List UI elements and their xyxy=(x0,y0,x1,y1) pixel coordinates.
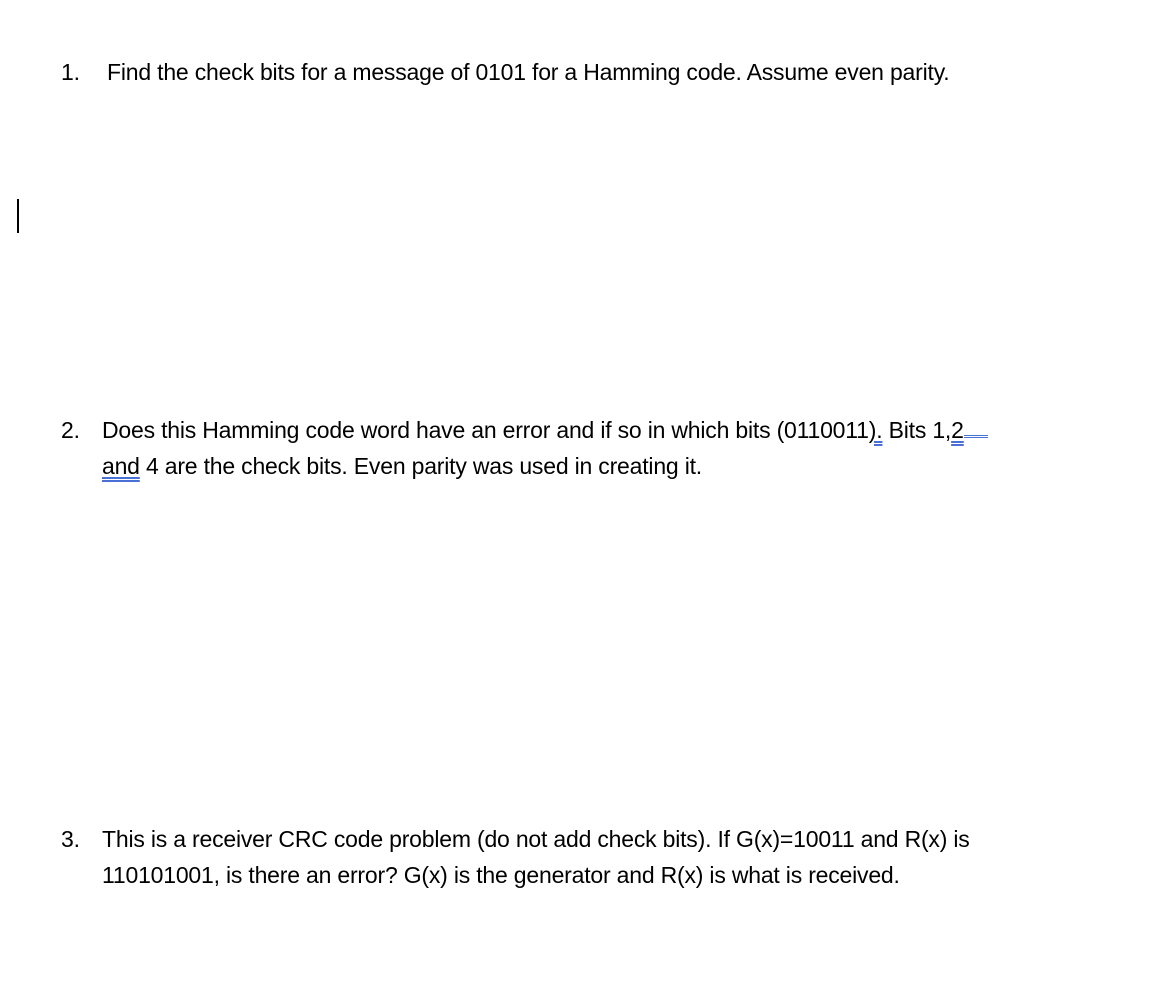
question-1-number: 1. xyxy=(61,59,80,85)
question-3-number: 3. xyxy=(61,826,80,852)
question-2-line2-part-b: 4 are the check bits. Even parity was used in creating it. xyxy=(139,453,702,479)
question-2-grammar-flag-1[interactable]: ). xyxy=(868,417,883,443)
question-2-grammar-flag-2[interactable]: 2 xyxy=(951,417,964,443)
question-1-text: Find the check bits for a message of 0101 for a Hamming code. Assume even parity. xyxy=(107,59,950,85)
question-2-line1-part-a: Does this Hamming code word have an error and if so in which bits (0110011 xyxy=(102,417,869,443)
question-2-grammar-flag-gap[interactable] xyxy=(964,413,988,438)
text-cursor xyxy=(17,199,19,233)
question-3-line2: 110101001, is there an error? G(x) is the generator and R(x) is what is received. xyxy=(102,862,900,888)
question-2-grammar-flag-3[interactable]: and xyxy=(102,453,140,479)
question-2 xyxy=(61,412,1121,484)
question-2-number: 2. xyxy=(61,417,80,443)
question-2-line1-part-c: Bits 1, xyxy=(882,417,952,443)
question-1 xyxy=(61,54,1121,90)
question-3 xyxy=(61,821,1121,893)
question-3-line1: This is a receiver CRC code problem (do not add check bits). If G(x)=10011 and R(x) is xyxy=(102,826,970,852)
question-3-text xyxy=(61,821,1121,893)
question-2-text xyxy=(61,412,1121,484)
